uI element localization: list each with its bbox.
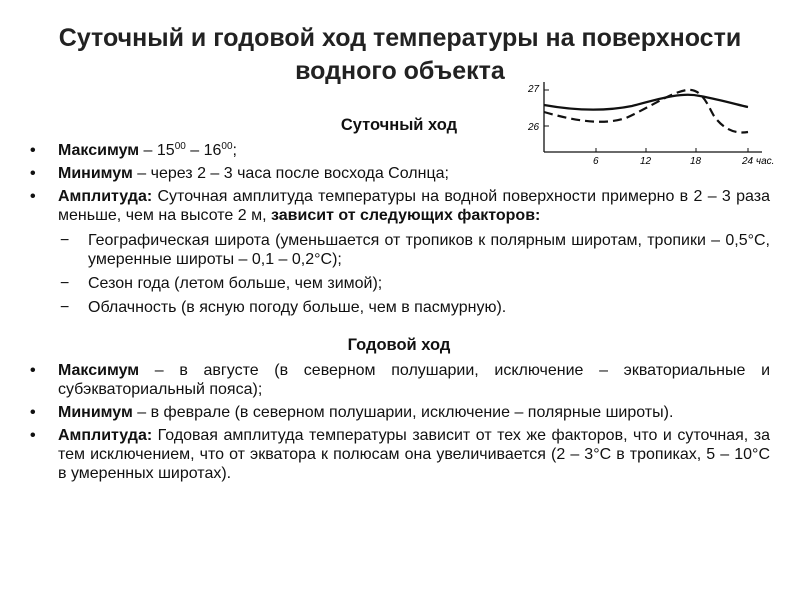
annual-list [28,361,770,483]
x-label-6: 6 [593,156,599,167]
factor-item: − Географическая широта (уменьшается от тропиков к полярным широтам, тропики – 0,5°C, умеренные широты – 0,1 – 0,2°C); [60,232,770,268]
annual-heading: Годовой ход [347,336,451,354]
x-label-24: 24 час. [742,156,775,167]
daily-heading: Суточный ход [340,116,458,134]
daily-max-item: • Максимум – $15^{00} - 16^{00}$; [30,141,237,159]
daily-max-label: Максимум [58,142,140,159]
annual-min-item: • Минимум – в феврале (в северном полушарии, исключение – полярные широты). [30,404,674,421]
annual-amp-label: Амплитуда: [58,427,153,444]
y-label-27: 27 [528,84,540,95]
annual-min-label: Минимум [58,404,133,421]
dash-icon: − [60,299,70,316]
bullet-icon: • [30,142,36,159]
x-label-12: 12 [640,156,652,167]
bullet-icon: • [30,362,36,379]
annual-max-label: Максимум [58,362,140,379]
daily-min-item: • Минимум – через 2 – 3 часа после восхода Солнца; [30,165,449,182]
dash-icon: − [60,275,70,292]
daily-list [28,141,770,317]
bullet-icon: • [30,427,36,444]
factor-item: − Облачность (в ясную погоду больше, чем в пасмурную). [60,299,507,316]
page-title: Суточный и годовой ход температуры на поверхности водного объекта [58,24,742,85]
daily-amp-label: Амплитуда: [58,188,153,205]
dash-icon: − [60,232,70,249]
bullet-icon: • [30,188,36,205]
daily-amp-item: • Амплитуда: Суточная амплитуда температуры на водной поверхности примерно в 2 – 3 раза меньше, чем на высоте 2 м, зависит от следующих факторов: − Географическая широта (уменьшается от тропиков к полярным широтам, тропики – 0,5°C, умеренные широты – 0,1 – 0,2°C); − Сезон года (летом больше, чем зимой); − Облачность (в ясную погоду больше, чем в пасмурную). [30,188,770,316]
x-label-18: 18 [690,156,702,167]
y-label-26: 26 [528,122,540,133]
content [28,116,770,487]
factors-list [58,231,770,317]
daily-min-label: Минимум [58,165,133,182]
annual-amp-item: • Амплитуда: Годовая амплитуда температуры зависит от тех же факторов, что и суточная, за тем исключением, что от экватора к полюсам она увеличивается (2 – 3°C в тропиках, 5 – 10°C в умеренных широтах). [30,427,770,482]
bullet-icon: • [30,404,36,421]
bullet-icon: • [30,165,36,182]
factor-item: − Сезон года (летом больше, чем зимой); [60,275,383,292]
annual-max-item: • Максимум – в августе (в северном полушарии, исключение – экваториальные и субэкваториальный пояса); [30,362,770,398]
